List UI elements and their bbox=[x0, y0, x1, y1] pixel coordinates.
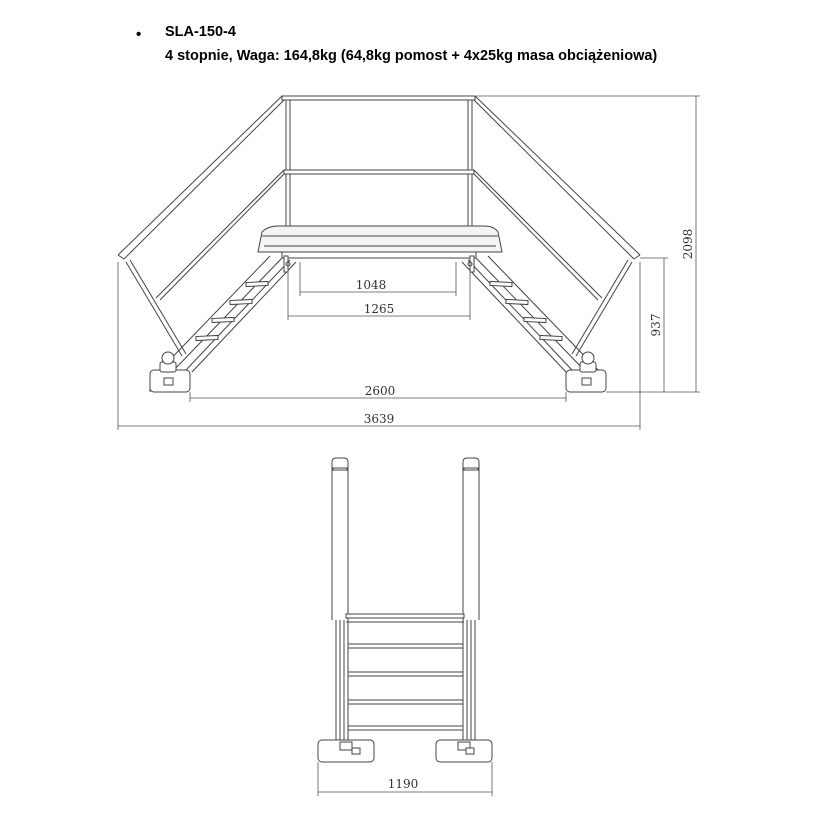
dim-base-inner: 2600 bbox=[364, 384, 396, 398]
model-spec: 4 stopnie, Waga: 164,8kg (64,8kg pomost + 4x25kg masa obciążeniowa) bbox=[165, 48, 658, 64]
dim-platform-inner: 1048 bbox=[355, 278, 387, 292]
dim-platform-outer: 1265 bbox=[363, 302, 395, 316]
front-right-foot bbox=[436, 740, 492, 762]
model-title: SLA-150-4 bbox=[165, 24, 236, 40]
side-dimensions bbox=[118, 96, 700, 430]
mid-rail bbox=[284, 170, 474, 174]
right-steps bbox=[490, 281, 562, 340]
dim-step-height: 937 bbox=[649, 313, 663, 337]
front-view bbox=[318, 458, 492, 762]
left-foot-block bbox=[150, 352, 190, 392]
right-post bbox=[463, 458, 479, 620]
front-steps bbox=[348, 644, 463, 730]
dim-overall-height: 2098 bbox=[681, 228, 695, 260]
front-left-foot bbox=[318, 740, 374, 762]
dim-front-width: 1190 bbox=[387, 777, 419, 791]
left-steps bbox=[196, 281, 268, 340]
top-rail bbox=[282, 96, 475, 100]
dim-overall-width: 3639 bbox=[363, 412, 395, 426]
bullet-icon: • bbox=[136, 26, 142, 43]
side-view bbox=[118, 96, 640, 392]
left-post bbox=[332, 458, 348, 620]
platform bbox=[258, 226, 502, 252]
